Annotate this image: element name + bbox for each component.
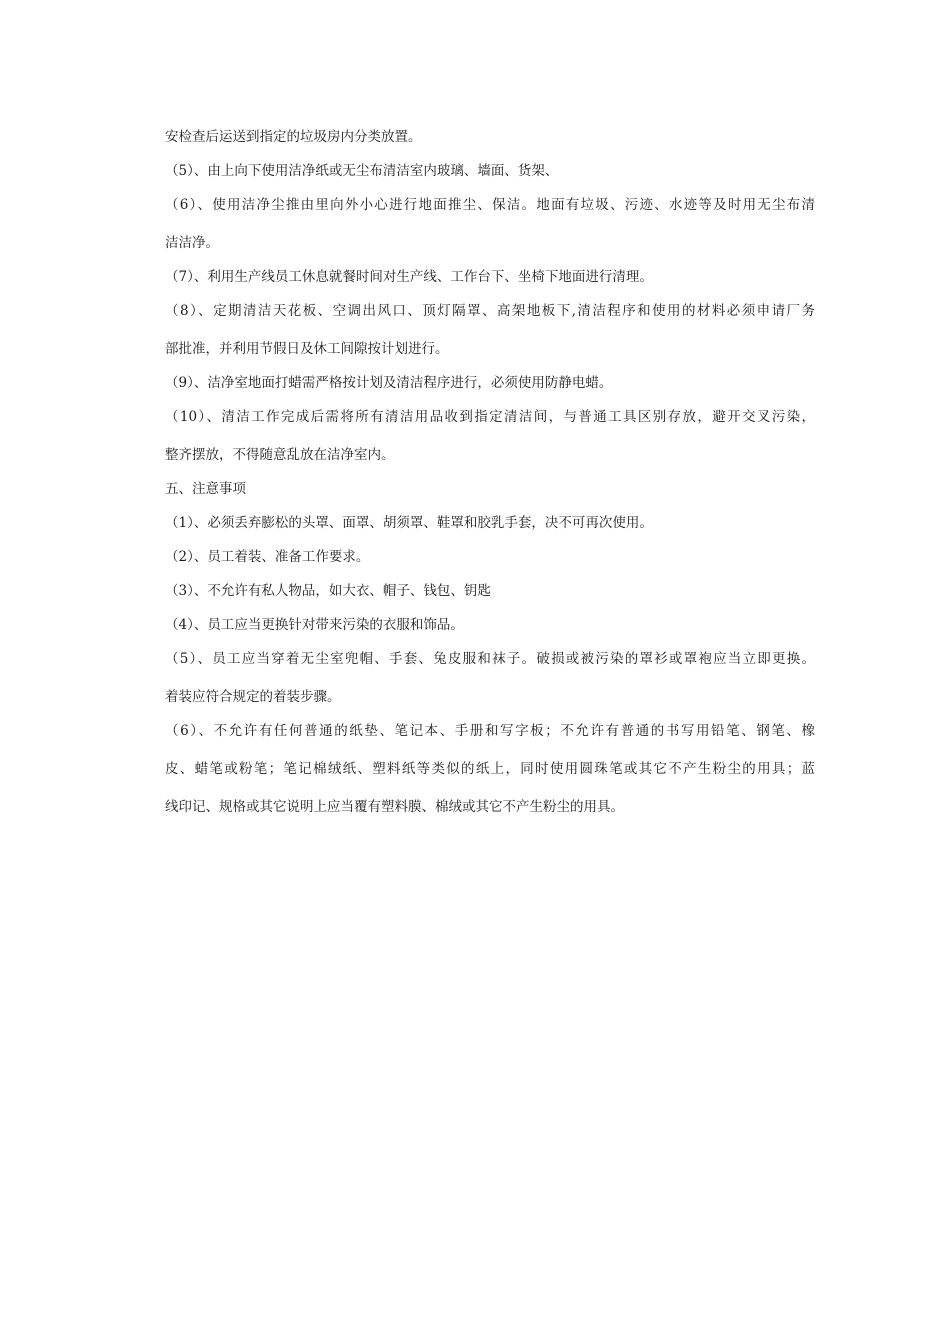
text-line: （8）、定期清洁天花板、空调出风口、顶灯隔罩、高架地板下,清洁程序和使用的材料必须申请厂务: [165, 303, 815, 319]
text-line: 部批准，并利用节假日及休工间隙按计划进行。: [165, 341, 449, 357]
text-line: 安检查后运送到指定的垃圾房内分类放置。: [165, 129, 422, 145]
text-line: 整齐摆放，不得随意乱放在洁净室内。: [165, 447, 395, 463]
text-line: （6）、使用洁净尘推由里向外小心进行地面推尘、保洁。地面有垃圾、污迹、水迹等及时用无尘布清: [165, 197, 815, 213]
text-line: 洁洁净。: [165, 235, 219, 251]
text-line: （3）、不允许有私人物品，如大衣、帽子、钱包、钥匙: [165, 583, 491, 599]
text-line: （2）、员工着装、准备工作要求。: [165, 549, 370, 565]
document-body: [165, 126, 815, 818]
text-line: 皮、蜡笔或粉笔；笔记棉绒纸、塑料纸等类似的纸上，同时使用圆珠笔或其它不产生粉尘的用具；蓝: [165, 761, 815, 777]
text-line: （6）、不允许有任何普通的纸垫、笔记本、手册和写字板；不允许有普通的书写用铅笔、钢笔、橡: [165, 723, 815, 739]
text-line: （9）、洁净室地面打蜡需严格按计划及清洁程序进行，必须使用防静电蜡。: [165, 375, 613, 391]
text-line: 线印记、规格或其它说明上应当覆有塑料膜、棉绒或其它不产生粉尘的用具。: [165, 799, 624, 815]
text-line: （1）、必须丢弃膨松的头罩、面罩、胡须罩、鞋罩和胶乳手套，决不可再次使用。: [165, 515, 653, 531]
text-line: （7）、利用生产线员工休息就餐时间对生产线、工作台下、坐椅下地面进行清理。: [165, 269, 653, 285]
text-line: 着装应符合规定的着装步骤。: [165, 689, 341, 705]
section-heading: 五、注意事项: [165, 481, 246, 497]
text-line: （4）、员工应当更换针对带来污染的衣服和饰品。: [165, 617, 464, 633]
text-line: （10）、清洁工作完成后需将所有清洁用品收到指定清洁间，与普通工具区别存放，避开交叉污染，: [165, 409, 815, 425]
text-line: （5）、由上向下使用洁净纸或无尘布清洁室内玻璃、墙面、货架、: [165, 163, 559, 179]
text-line: （5）、员工应当穿着无尘室兜帽、手套、兔皮服和袜子。破损或被污染的罩衫或罩袍应当立即更换。: [165, 651, 815, 667]
